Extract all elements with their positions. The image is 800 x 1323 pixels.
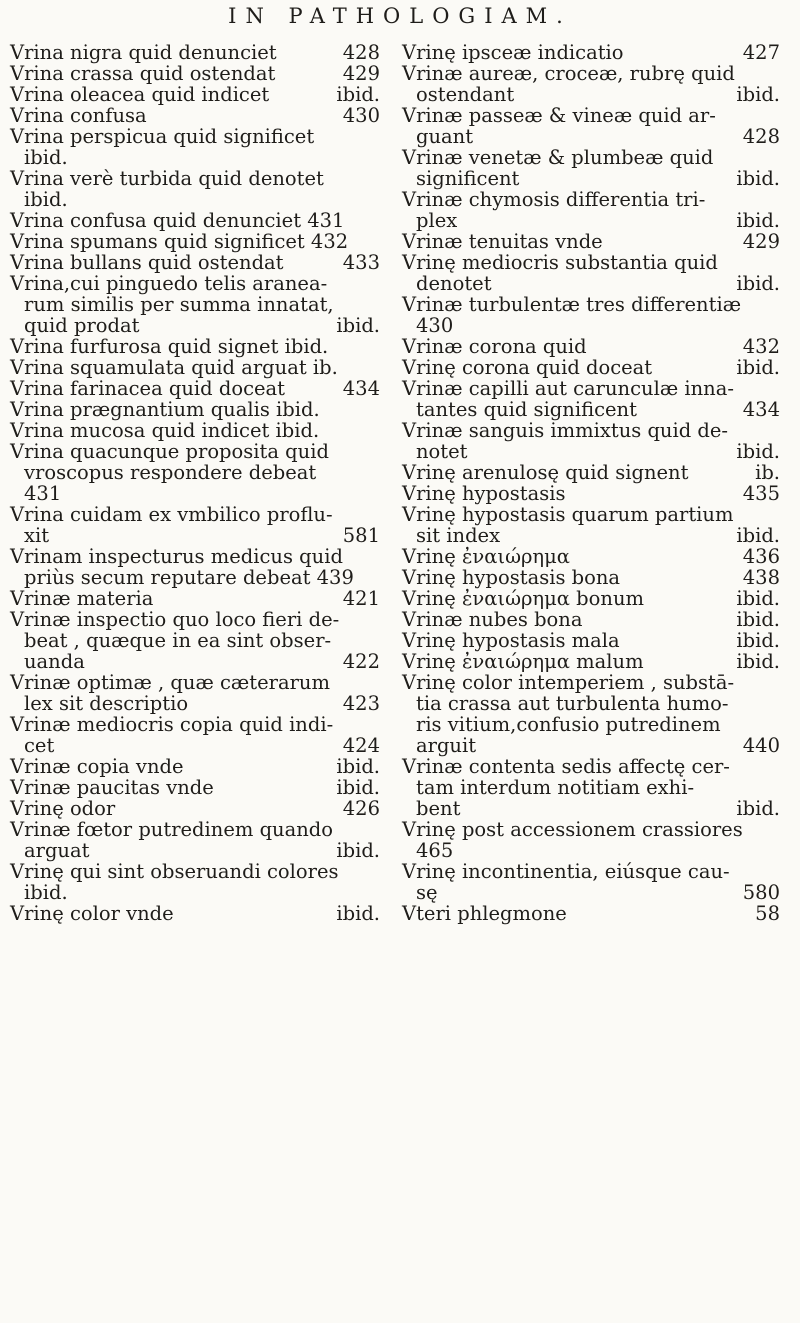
index-entry [402, 315, 782, 336]
entry-page-ref: 428 [742, 125, 780, 148]
index-entry [10, 525, 390, 546]
index-entry [10, 546, 390, 567]
entry-page-ref: ibid. [736, 440, 780, 463]
entry-text: Vrina,cui pinguedo telis aranea- [10, 272, 328, 295]
entry-text: Vrinę hypostasis [402, 482, 566, 505]
entry-text: lex sit descriptio [24, 692, 189, 715]
index-entry [402, 294, 782, 315]
index-entry [402, 441, 782, 462]
entry-text: Vrinę incontinentia, eiúsque cau- [402, 860, 730, 883]
entry-text: Vrinæ tenuitas vnde [402, 230, 603, 253]
index-entry [402, 840, 782, 861]
index-entry [10, 693, 390, 714]
index-entry [402, 420, 782, 441]
index-entry [10, 294, 390, 315]
index-entry [10, 357, 390, 378]
entry-text: Vrinam inspecturus medicus quid [10, 545, 343, 568]
index-entry [402, 756, 782, 777]
entry-page-ref: 436 [742, 545, 780, 568]
index-entry [402, 273, 782, 294]
index-entry [402, 567, 782, 588]
entry-text: vroscopus respondere debeat [24, 461, 317, 484]
index-entry [10, 336, 390, 357]
entry-text: Vrinæ paucitas vnde [10, 776, 214, 799]
entry-page-ref: 429 [342, 62, 380, 85]
entry-text: tam interdum notitiam exhi- [416, 776, 695, 799]
index-entry [402, 210, 782, 231]
index-entry [402, 189, 782, 210]
index-entry [402, 525, 782, 546]
entry-text: Vrinæ copia vnde [10, 755, 184, 778]
index-entry [402, 63, 782, 84]
index-entry [10, 861, 390, 882]
entry-page-ref: ib. [755, 461, 780, 484]
entry-page-ref: 422 [342, 650, 380, 673]
index-entry [10, 168, 390, 189]
index-entry [10, 126, 390, 147]
entry-text: quid prodat [24, 314, 140, 337]
entry-page-ref: 430 [342, 104, 380, 127]
entry-page-ref: ibid. [736, 587, 780, 610]
index-entry [402, 588, 782, 609]
entry-text: Vrina perspicua quid significet [10, 125, 315, 148]
index-entry [10, 756, 390, 777]
entry-page-ref: 423 [342, 692, 380, 715]
entry-text: Vrinæ venetæ & plumbeæ quid [402, 146, 714, 169]
index-entry [402, 546, 782, 567]
entry-text: denotet [416, 272, 492, 295]
entry-text: ibid. [24, 188, 68, 211]
index-entry [402, 798, 782, 819]
entry-text: uanda [24, 650, 85, 673]
index-entry [10, 567, 390, 588]
entry-page-ref: ibid. [736, 83, 780, 106]
index-entry [402, 168, 782, 189]
entry-text: bent [416, 797, 461, 820]
entry-page-ref: ibid. [336, 839, 380, 862]
entry-text: beat , quæque in ea sint obser- [24, 629, 332, 652]
entry-text: significent [416, 167, 520, 190]
index-entry [402, 714, 782, 735]
entry-text: Vrinæ corona quid [402, 335, 587, 358]
entry-text: sę [416, 881, 438, 904]
index-entry [10, 252, 390, 273]
entry-page-ref: ibid. [736, 629, 780, 652]
entry-text: Vrinæ sanguis immixtus quid de- [402, 419, 729, 442]
entry-page-ref: 58 [755, 902, 780, 925]
entry-text: ostendant [416, 83, 515, 106]
entry-text: Vrinę ἐναιώρημα [402, 545, 570, 568]
index-entry [402, 84, 782, 105]
entry-page-ref: ibid. [736, 167, 780, 190]
index-entry [10, 399, 390, 420]
entry-page-ref: ibid. [736, 356, 780, 379]
entry-page-ref: ibid. [336, 902, 380, 925]
index-entry [402, 147, 782, 168]
index-entry [402, 735, 782, 756]
index-entry [402, 483, 782, 504]
entry-text: Vrina crassa quid ostendat [10, 62, 276, 85]
entry-text: Vrinę arenulosę quid signent [402, 461, 689, 484]
entry-page-ref: 428 [342, 41, 380, 64]
entry-text: Vrinæ chymosis differentia tri- [402, 188, 706, 211]
index-entry [10, 210, 390, 231]
index-entry [402, 861, 782, 882]
entry-text: Vrina squamulata quid arguat ib. [10, 356, 338, 379]
entry-page-ref: 427 [742, 41, 780, 64]
entry-text: ibid. [24, 881, 68, 904]
index-entry [402, 882, 782, 903]
index-column-right [402, 42, 782, 924]
entry-text: plex [416, 209, 458, 232]
entry-page-ref: ibid. [736, 797, 780, 820]
entry-text: Vrinę hypostasis mala [402, 629, 620, 652]
index-entry [10, 735, 390, 756]
entry-page-ref: ibid. [736, 650, 780, 673]
entry-text: arguit [416, 734, 477, 757]
index-entry [10, 189, 390, 210]
entry-page-ref: ibid. [336, 755, 380, 778]
entry-text: guant [416, 125, 474, 148]
index-entry [402, 336, 782, 357]
entry-text: notet [416, 440, 468, 463]
entry-text: Vrinę ἐναιώρημα bonum [402, 587, 644, 610]
entry-text: cet [24, 734, 55, 757]
entry-text: ris vitium,confusio putredinem [416, 713, 721, 736]
index-entry [402, 42, 782, 63]
index-entry [402, 231, 782, 252]
entry-text: Vrinæ fœtor putredinem quando [10, 818, 334, 841]
index-entry [10, 420, 390, 441]
entry-page-ref: 435 [742, 482, 780, 505]
entry-page-ref: 421 [342, 587, 380, 610]
index-entry [402, 357, 782, 378]
entry-text: Vrinę color intemperiem , substā- [402, 671, 735, 694]
entry-text: Vrina confusa quid denunciet 431 [10, 209, 345, 232]
index-entry [402, 126, 782, 147]
entry-page-ref: ibid. [336, 314, 380, 337]
index-entry [10, 147, 390, 168]
entry-text: Vrina bullans quid ostendat [10, 251, 284, 274]
entry-text: Vrinę corona quid doceat [402, 356, 653, 379]
index-entry [402, 693, 782, 714]
entry-page-ref: 432 [742, 335, 780, 358]
entry-text: Vrinę qui sint obseruandi colores [10, 860, 339, 883]
entry-page-ref: 580 [742, 881, 780, 904]
index-entry [402, 252, 782, 273]
entry-page-ref: 434 [742, 398, 780, 421]
index-entry [402, 399, 782, 420]
entry-text: Vrina confusa [10, 104, 147, 127]
entry-page-ref: ibid. [336, 83, 380, 106]
index-entry [10, 777, 390, 798]
entry-text: Vrina mucosa quid indicet ibid. [10, 419, 320, 442]
index-entry [10, 63, 390, 84]
index-entry [10, 273, 390, 294]
index-entry [10, 483, 390, 504]
entry-page-ref: 429 [742, 230, 780, 253]
index-entry [10, 42, 390, 63]
entry-text: Vrina quacunque proposita quid [10, 440, 329, 463]
index-entry [10, 378, 390, 399]
entry-text: Vrina prægnantium qualis ibid. [10, 398, 320, 421]
index-entry [10, 441, 390, 462]
index-entry [402, 105, 782, 126]
index-entry [402, 777, 782, 798]
entry-text: Vrina oleacea quid indicet [10, 83, 270, 106]
index-entry [10, 84, 390, 105]
entry-text: Vteri phlegmone [402, 902, 567, 925]
entry-page-ref: 434 [342, 377, 380, 400]
entry-text: priùs secum reputare debeat 439 [24, 566, 354, 589]
entry-text: Vrinæ capilli aut carunculæ inna- [402, 377, 734, 400]
index-entry [10, 672, 390, 693]
index-entry [10, 609, 390, 630]
entry-text: Vrinæ nubes bona [402, 608, 583, 631]
index-entry [10, 882, 390, 903]
index-entry [402, 903, 782, 924]
index-entry [10, 504, 390, 525]
entry-text: Vrinę ipsceæ indicatio [402, 41, 624, 64]
entry-text: tantes quid significent [416, 398, 637, 421]
index-entry [10, 105, 390, 126]
entry-text: Vrinæ turbulentæ tres differentiæ [402, 293, 742, 316]
entry-text: Vrinæ optimæ , quæ cæterarum [10, 671, 330, 694]
entry-page-ref: 438 [742, 566, 780, 589]
index-entry [402, 651, 782, 672]
entry-page-ref: ibid. [336, 776, 380, 799]
index-entry [10, 798, 390, 819]
running-head: IN PATHOLOGIAM. [228, 4, 572, 28]
index-entry [402, 630, 782, 651]
index-entry [10, 819, 390, 840]
entry-page-ref: 581 [342, 524, 380, 547]
entry-text: Vrinę post accessionem crassiores [402, 818, 743, 841]
entry-text: 465 [416, 839, 454, 862]
entry-page-ref: ibid. [736, 272, 780, 295]
index-entry [402, 504, 782, 525]
entry-text: Vrinę color vnde [10, 902, 174, 925]
entry-text: Vrinę ἐναιώρημα malum [402, 650, 644, 673]
index-entry [402, 462, 782, 483]
entry-text: Vrina nigra quid denunciet [10, 41, 277, 64]
entry-text: sit index [416, 524, 501, 547]
entry-text: Vrinę hypostasis quarum partium [402, 503, 734, 526]
index-entry [402, 819, 782, 840]
entry-text: ibid. [24, 146, 68, 169]
entry-text: Vrinæ mediocris copia quid indi- [10, 713, 334, 736]
entry-page-ref: 424 [342, 734, 380, 757]
entry-text: 430 [416, 314, 454, 337]
entry-text: Vrinę hypostasis bona [402, 566, 621, 589]
entry-text: Vrinæ contenta sedis affectę cer- [402, 755, 730, 778]
entry-text: arguat [24, 839, 90, 862]
entry-text: Vrina spumans quid significet 432 [10, 230, 349, 253]
entry-text: Vrinę mediocris substantia quid [402, 251, 718, 274]
index-entry [10, 231, 390, 252]
entry-text: Vrinę odor [10, 797, 116, 820]
index-entry [10, 903, 390, 924]
entry-text: Vrina furfurosa quid signet ibid. [10, 335, 329, 358]
entry-page-ref: 433 [342, 251, 380, 274]
index-entry [10, 714, 390, 735]
entry-page-ref: 426 [342, 797, 380, 820]
index-entry [10, 588, 390, 609]
entry-page-ref: ibid. [736, 524, 780, 547]
index-entry [402, 672, 782, 693]
entry-text: Vrinæ aureæ, croceæ, rubrę quid [402, 62, 735, 85]
entry-text: Vrina cuidam ex vmbilico proflu- [10, 503, 333, 526]
index-entry [10, 630, 390, 651]
entry-text: Vrina verè turbida quid denotet [10, 167, 324, 190]
entry-text: Vrinæ inspectio quo loco fieri de- [10, 608, 340, 631]
entry-text: Vrinæ materia [10, 587, 154, 610]
entry-text: 431 [24, 482, 62, 505]
entry-page-ref: ibid. [736, 209, 780, 232]
entry-text: rum similis per summa innatat, [24, 293, 334, 316]
entry-page-ref: ibid. [736, 608, 780, 631]
entry-page-ref: 440 [742, 734, 780, 757]
entry-text: tia crassa aut turbulenta humo- [416, 692, 729, 715]
entry-text: xit [24, 524, 50, 547]
entry-text: Vrinæ passeæ & vineæ quid ar- [402, 104, 716, 127]
entry-text: Vrina farinacea quid doceat [10, 377, 285, 400]
index-entry [402, 378, 782, 399]
index-entry [10, 840, 390, 861]
index-entry [10, 651, 390, 672]
index-column-left [10, 42, 390, 924]
index-entry [402, 609, 782, 630]
index-entry [10, 315, 390, 336]
index-entry [10, 462, 390, 483]
